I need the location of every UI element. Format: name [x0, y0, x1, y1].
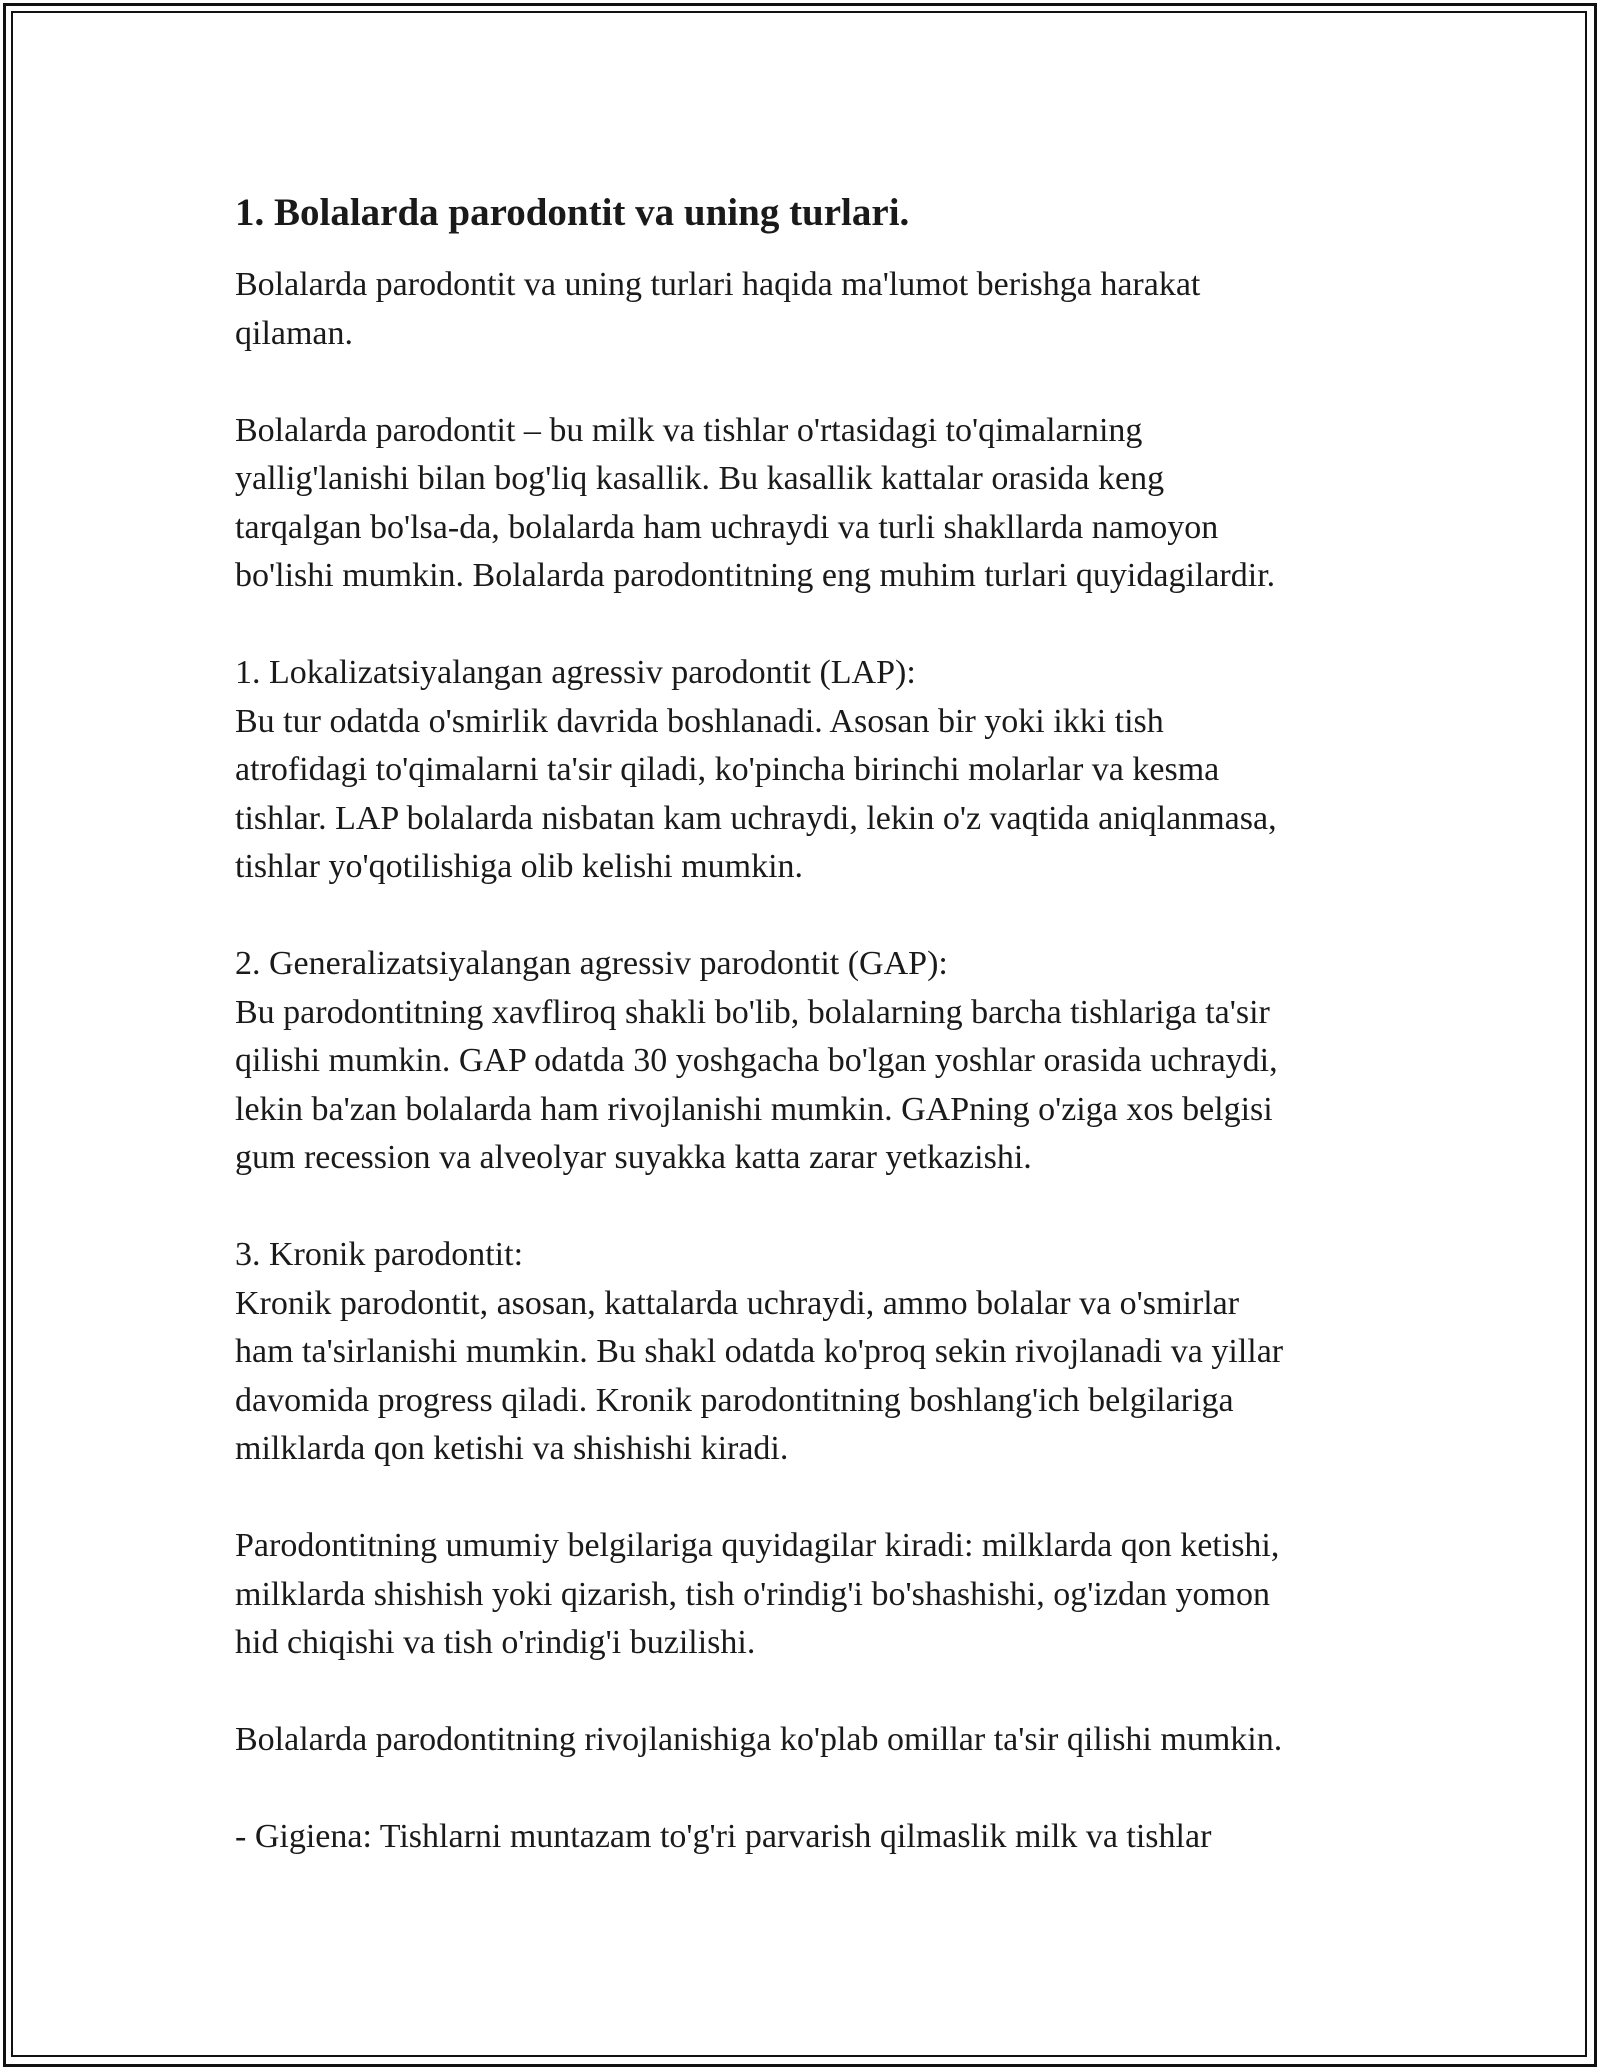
- section-heading: 1. Lokalizatsiyalangan agressiv parodontit (LAP):: [235, 654, 916, 691]
- document-title: 1. Bolalarda parodontit va uning turlari.: [235, 191, 910, 234]
- text-line: Bolalarda parodontit – bu milk va tishlar o'rtasidagi to'qimalarning: [235, 411, 1143, 449]
- text-line: yallig'lanishi bilan bog'liq kasallik. Bu kasallik kattalar orasida keng: [235, 460, 1165, 497]
- text-line: Parodontitning umumiy belgilariga quyidagilar kiradi: milklarda qon ketishi,: [235, 1527, 1280, 1564]
- text-line: Bu tur odatda o'smirlik davrida boshlanadi. Asosan bir yoki ikki tish: [235, 702, 1164, 740]
- document-body: [235, 185, 1385, 1910]
- text-line: Bolalarda parodontitning rivojlanishiga ko'plab omillar ta'sir qilishi mumkin.: [235, 1721, 1283, 1758]
- text-line: Bu parodontitning xavfliroq shakli bo'lib, bolalarning barcha tishlariga ta'sir: [235, 993, 1270, 1031]
- text-line: bo'lishi mumkin. Bolalarda parodontitning eng muhim turlari quyidagilardir.: [235, 557, 1276, 594]
- text-line: Bolalarda parodontit va uning turlari haqida ma'lumot berishga harakat: [235, 266, 1201, 303]
- paragraph-hygiene: [235, 1813, 1385, 1862]
- text-line: milklarda shishish yoki qizarish, tish o'rindig'i bo'shashishi, og'izdan yomon: [235, 1575, 1270, 1613]
- paragraph-gap: [235, 940, 1385, 1183]
- paragraph-factors: [235, 1716, 1385, 1765]
- paragraph-symptoms: [235, 1522, 1385, 1668]
- text-line: qilishi mumkin. GAP odatda 30 yoshgacha bo'lgan yoshlar orasida uchraydi,: [235, 1042, 1278, 1079]
- text-line: qilaman.: [235, 314, 354, 352]
- text-line: gum recession va alveolyar suyakka katta zarar yetkazishi.: [235, 1139, 1032, 1176]
- text-line: milklarda qon ketishi va shishishi kiradi.: [235, 1430, 789, 1467]
- text-line: lekin ba'zan bolalarda ham rivojlanishi mumkin. GAPning o'ziga xos belgisi: [235, 1090, 1273, 1128]
- text-line: davomida progress qiladi. Kronik parodontitning boshlang'ich belgilariga: [235, 1381, 1234, 1419]
- text-line: - Gigiena: Tishlarni muntazam to'g'ri parvarish qilmaslik milk va tishlar: [235, 1818, 1212, 1855]
- paragraph-definition: [235, 407, 1385, 601]
- text-line: tishlar yo'qotilishiga olib kelishi mumkin.: [235, 848, 804, 885]
- paragraph-chronic: [235, 1231, 1385, 1474]
- text-line: ham ta'sirlanishi mumkin. Bu shakl odatda ko'proq sekin rivojlanadi va yillar: [235, 1333, 1284, 1370]
- text-line: tarqalgan bo'lsa-da, bolalarda ham uchraydi va turli shakllarda namoyon: [235, 508, 1219, 546]
- paragraph-intro: [235, 261, 1385, 358]
- text-line: tishlar. LAP bolalarda nisbatan kam uchraydi, lekin o'z vaqtida aniqlanmasa,: [235, 799, 1277, 837]
- text-line: atrofidagi to'qimalarni ta'sir qiladi, ko'pincha birinchi molarlar va kesma: [235, 751, 1220, 788]
- paragraph-lap: [235, 649, 1385, 892]
- section-heading: 2. Generalizatsiyalangan agressiv parodontit (GAP):: [235, 945, 948, 982]
- text-line: Kronik parodontit, asosan, kattalarda uchraydi, ammo bolalar va o'smirlar: [235, 1284, 1240, 1322]
- section-heading: 3. Kronik parodontit:: [235, 1236, 524, 1273]
- text-line: hid chiqishi va tish o'rindig'i buzilishi.: [235, 1624, 756, 1661]
